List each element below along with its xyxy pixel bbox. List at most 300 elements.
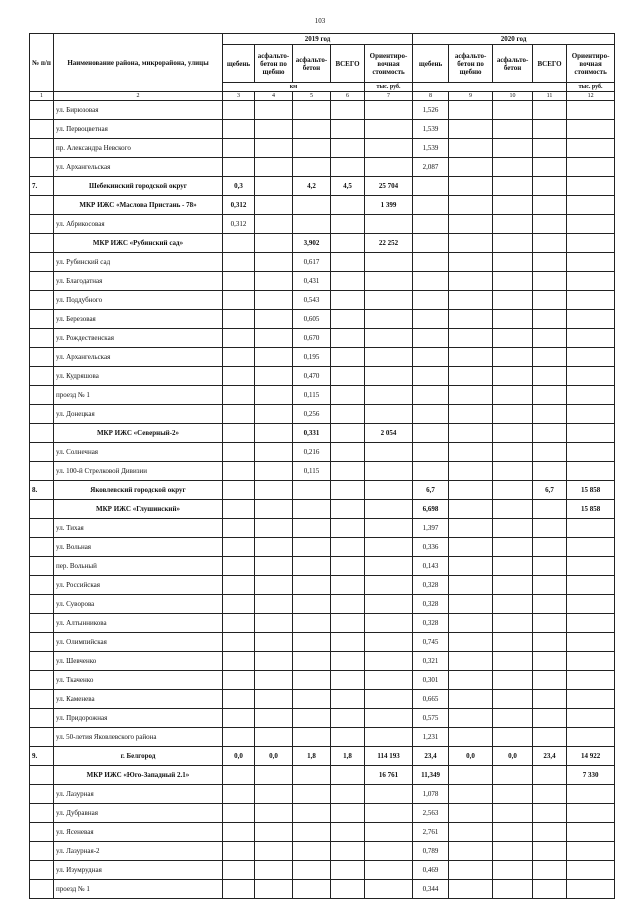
value-cell	[255, 633, 293, 652]
value-cell	[493, 405, 533, 424]
header-subcol: щебень	[223, 45, 255, 83]
table-row	[30, 614, 615, 633]
table-row	[30, 728, 615, 747]
value-cell	[493, 690, 533, 709]
value-cell	[493, 253, 533, 272]
value-cell	[493, 196, 533, 215]
value-cell	[493, 386, 533, 405]
value-cell	[567, 386, 615, 405]
value-cell	[365, 386, 413, 405]
row-number	[30, 443, 54, 462]
value-cell	[223, 728, 255, 747]
value-cell: 0,665	[413, 690, 449, 709]
value-cell	[223, 253, 255, 272]
value-cell: 25 704	[365, 177, 413, 196]
value-cell	[223, 329, 255, 348]
value-cell: 14 922	[567, 747, 615, 766]
value-cell	[255, 880, 293, 899]
table-row	[30, 196, 615, 215]
value-cell	[533, 291, 567, 310]
value-cell	[493, 785, 533, 804]
street-name: ул. 50-летия Яковлевского района	[54, 728, 223, 747]
value-cell	[449, 120, 493, 139]
value-cell	[331, 462, 365, 481]
value-cell	[255, 519, 293, 538]
row-number: 8.	[30, 481, 54, 500]
value-cell	[533, 595, 567, 614]
row-number	[30, 329, 54, 348]
value-cell	[255, 272, 293, 291]
value-cell	[293, 728, 331, 747]
header-subcol: щебень	[413, 45, 449, 83]
street-name: ул. Благодатная	[54, 272, 223, 291]
value-cell	[449, 177, 493, 196]
column-number: 6	[331, 92, 365, 101]
value-cell	[567, 538, 615, 557]
value-cell	[493, 671, 533, 690]
value-cell	[223, 576, 255, 595]
row-number	[30, 158, 54, 177]
value-cell	[493, 291, 533, 310]
value-cell	[255, 462, 293, 481]
value-cell	[293, 861, 331, 880]
value-cell	[493, 234, 533, 253]
value-cell	[293, 842, 331, 861]
value-cell	[449, 500, 493, 519]
value-cell	[567, 671, 615, 690]
value-cell	[449, 367, 493, 386]
row-number	[30, 405, 54, 424]
table-row	[30, 861, 615, 880]
street-name: проезд № 1	[54, 386, 223, 405]
value-cell	[567, 234, 615, 253]
value-cell: 0,331	[293, 424, 331, 443]
value-cell: 0,344	[413, 880, 449, 899]
value-cell: 4,2	[293, 177, 331, 196]
value-cell	[567, 253, 615, 272]
table-row	[30, 785, 615, 804]
value-cell	[331, 329, 365, 348]
value-cell	[293, 785, 331, 804]
value-cell	[365, 519, 413, 538]
street-name: ул. Ткаченко	[54, 671, 223, 690]
value-cell	[493, 861, 533, 880]
value-cell	[331, 253, 365, 272]
value-cell	[223, 424, 255, 443]
value-cell	[331, 481, 365, 500]
street-name: ул. Лазурная-2	[54, 842, 223, 861]
value-cell	[223, 234, 255, 253]
value-cell	[365, 557, 413, 576]
value-cell: 0,543	[293, 291, 331, 310]
street-name: ул. Абрикосовая	[54, 215, 223, 234]
value-cell	[255, 405, 293, 424]
value-cell	[255, 329, 293, 348]
value-cell	[413, 253, 449, 272]
value-cell	[493, 158, 533, 177]
value-cell	[331, 614, 365, 633]
value-cell	[533, 443, 567, 462]
row-number	[30, 101, 54, 120]
value-cell	[493, 709, 533, 728]
value-cell: 15 858	[567, 481, 615, 500]
value-cell	[293, 804, 331, 823]
value-cell	[365, 120, 413, 139]
value-cell: 6,698	[413, 500, 449, 519]
value-cell	[567, 177, 615, 196]
value-cell	[413, 310, 449, 329]
value-cell: 0,0	[223, 747, 255, 766]
value-cell: 1,397	[413, 519, 449, 538]
table-row	[30, 500, 615, 519]
value-cell	[567, 557, 615, 576]
row-number	[30, 766, 54, 785]
column-number: 10	[493, 92, 533, 101]
value-cell	[533, 500, 567, 519]
table-row	[30, 158, 615, 177]
value-cell	[365, 310, 413, 329]
value-cell	[223, 880, 255, 899]
value-cell	[365, 785, 413, 804]
value-cell	[223, 861, 255, 880]
value-cell	[331, 785, 365, 804]
value-cell	[331, 196, 365, 215]
value-cell: 2,087	[413, 158, 449, 177]
unit-cost-2020: тыс. руб.	[567, 83, 615, 92]
header-subcol: Ориентиро-вочная стоимость	[567, 45, 615, 83]
table-row	[30, 291, 615, 310]
value-cell	[223, 633, 255, 652]
table-row	[30, 652, 615, 671]
value-cell	[567, 462, 615, 481]
header-subcol: асфальто-бетон по щебню	[449, 45, 493, 83]
value-cell	[255, 842, 293, 861]
value-cell	[533, 310, 567, 329]
microdistrict-name: МКР ИЖС «Рубинский сад»	[54, 234, 223, 253]
page-number: 103	[314, 17, 326, 25]
value-cell	[365, 861, 413, 880]
value-cell	[533, 785, 567, 804]
value-cell	[493, 557, 533, 576]
table-row	[30, 253, 615, 272]
value-cell: 0,670	[293, 329, 331, 348]
value-cell	[331, 557, 365, 576]
value-cell	[449, 785, 493, 804]
value-cell: 0,0	[449, 747, 493, 766]
value-cell	[567, 652, 615, 671]
row-number	[30, 139, 54, 158]
table-row	[30, 576, 615, 595]
table-row	[30, 842, 615, 861]
street-name: ул. Поддубного	[54, 291, 223, 310]
value-cell: 0,745	[413, 633, 449, 652]
value-cell: 0,312	[223, 196, 255, 215]
header-subcol: ВСЕГО	[533, 45, 567, 83]
value-cell	[413, 291, 449, 310]
row-number	[30, 538, 54, 557]
value-cell	[493, 120, 533, 139]
street-name: ул. Донецкая	[54, 405, 223, 424]
value-cell	[567, 804, 615, 823]
value-cell	[223, 804, 255, 823]
value-cell	[493, 101, 533, 120]
column-number: 3	[223, 92, 255, 101]
value-cell	[567, 367, 615, 386]
value-cell: 0,301	[413, 671, 449, 690]
unit-km-2019: км	[223, 83, 365, 92]
value-cell: 11,349	[413, 766, 449, 785]
value-cell	[331, 443, 365, 462]
value-cell	[223, 538, 255, 557]
value-cell	[567, 728, 615, 747]
street-name: ул. Березовая	[54, 310, 223, 329]
value-cell	[449, 424, 493, 443]
value-cell	[365, 158, 413, 177]
value-cell	[449, 804, 493, 823]
value-cell	[365, 880, 413, 899]
microdistrict-name: МКР ИЖС «Маслова Пристань - 78»	[54, 196, 223, 215]
table-row	[30, 348, 615, 367]
table-row	[30, 234, 615, 253]
value-cell	[365, 139, 413, 158]
value-cell	[255, 424, 293, 443]
value-cell: 0,469	[413, 861, 449, 880]
value-cell: 2,761	[413, 823, 449, 842]
value-cell: 7 330	[567, 766, 615, 785]
value-cell	[365, 633, 413, 652]
value-cell: 0,328	[413, 595, 449, 614]
value-cell	[493, 880, 533, 899]
value-cell	[449, 595, 493, 614]
header-subcol: асфальто-бетон по щебню	[255, 45, 293, 83]
value-cell	[533, 557, 567, 576]
value-cell	[567, 614, 615, 633]
row-number	[30, 234, 54, 253]
street-name: ул. Изумрудная	[54, 861, 223, 880]
value-cell	[533, 177, 567, 196]
value-cell	[365, 348, 413, 367]
value-cell	[365, 709, 413, 728]
value-cell	[493, 519, 533, 538]
value-cell	[567, 120, 615, 139]
value-cell	[223, 709, 255, 728]
value-cell	[255, 690, 293, 709]
value-cell	[567, 291, 615, 310]
value-cell: 0,336	[413, 538, 449, 557]
value-cell	[533, 709, 567, 728]
value-cell	[567, 405, 615, 424]
value-cell	[449, 329, 493, 348]
row-number	[30, 614, 54, 633]
value-cell	[365, 291, 413, 310]
value-cell	[449, 690, 493, 709]
street-name: ул. Дубравная	[54, 804, 223, 823]
value-cell	[331, 861, 365, 880]
column-number: 9	[449, 92, 493, 101]
value-cell	[223, 842, 255, 861]
value-cell: 2 054	[365, 424, 413, 443]
value-cell	[223, 443, 255, 462]
value-cell: 4,5	[331, 177, 365, 196]
value-cell: 0,617	[293, 253, 331, 272]
value-cell	[413, 405, 449, 424]
value-cell	[567, 785, 615, 804]
value-cell	[331, 405, 365, 424]
value-cell	[223, 139, 255, 158]
row-number	[30, 253, 54, 272]
value-cell	[413, 196, 449, 215]
row-number	[30, 576, 54, 595]
street-name: ул. Архангельская	[54, 348, 223, 367]
district-name: г. Белгород	[54, 747, 223, 766]
street-name: проезд № 1	[54, 880, 223, 899]
value-cell	[567, 310, 615, 329]
value-cell	[255, 120, 293, 139]
value-cell	[449, 576, 493, 595]
value-cell	[223, 272, 255, 291]
value-cell: 15 858	[567, 500, 615, 519]
value-cell	[449, 823, 493, 842]
value-cell	[493, 215, 533, 234]
value-cell: 0,115	[293, 386, 331, 405]
table-row	[30, 329, 615, 348]
value-cell	[449, 272, 493, 291]
value-cell	[331, 576, 365, 595]
table-row	[30, 177, 615, 196]
value-cell	[413, 386, 449, 405]
value-cell	[293, 880, 331, 899]
value-cell	[413, 177, 449, 196]
value-cell	[255, 386, 293, 405]
value-cell	[413, 329, 449, 348]
value-cell	[493, 177, 533, 196]
value-cell	[449, 405, 493, 424]
value-cell	[365, 443, 413, 462]
roads-table	[29, 33, 615, 899]
header-subcol: Ориентиро-вочная стоимость	[365, 45, 413, 83]
value-cell	[223, 120, 255, 139]
value-cell	[449, 310, 493, 329]
header-name: Наименование района, микрорайона, улицы	[54, 34, 223, 92]
value-cell	[255, 823, 293, 842]
value-cell	[255, 253, 293, 272]
value-cell	[449, 728, 493, 747]
value-cell: 0,321	[413, 652, 449, 671]
value-cell	[533, 652, 567, 671]
value-cell	[331, 215, 365, 234]
value-cell	[223, 386, 255, 405]
value-cell	[331, 823, 365, 842]
value-cell	[293, 519, 331, 538]
table-row	[30, 709, 615, 728]
value-cell	[533, 139, 567, 158]
value-cell	[533, 367, 567, 386]
table-row	[30, 538, 615, 557]
value-cell	[255, 500, 293, 519]
value-cell	[331, 538, 365, 557]
column-number: 4	[255, 92, 293, 101]
value-cell	[533, 671, 567, 690]
value-cell	[533, 348, 567, 367]
value-cell: 22 252	[365, 234, 413, 253]
value-cell: 1,8	[331, 747, 365, 766]
value-cell	[533, 120, 567, 139]
value-cell	[223, 614, 255, 633]
value-cell	[533, 880, 567, 899]
value-cell	[293, 215, 331, 234]
row-number	[30, 842, 54, 861]
value-cell	[365, 215, 413, 234]
value-cell	[293, 500, 331, 519]
value-cell	[413, 215, 449, 234]
value-cell	[331, 101, 365, 120]
value-cell	[449, 880, 493, 899]
value-cell	[331, 158, 365, 177]
table-row	[30, 120, 615, 139]
value-cell	[331, 766, 365, 785]
value-cell	[223, 481, 255, 500]
value-cell	[493, 652, 533, 671]
row-number	[30, 367, 54, 386]
column-number: 1	[30, 92, 54, 101]
value-cell	[493, 481, 533, 500]
street-name: ул. Каменева	[54, 690, 223, 709]
value-cell	[255, 139, 293, 158]
value-cell	[493, 329, 533, 348]
value-cell	[365, 405, 413, 424]
header-subcol: асфальто-бетон	[293, 45, 331, 83]
table-row	[30, 766, 615, 785]
value-cell	[493, 614, 533, 633]
value-cell	[365, 614, 413, 633]
value-cell	[533, 861, 567, 880]
value-cell	[567, 709, 615, 728]
value-cell	[533, 462, 567, 481]
street-name: ул. Бирюзовая	[54, 101, 223, 120]
value-cell	[533, 690, 567, 709]
row-number	[30, 595, 54, 614]
value-cell	[567, 348, 615, 367]
value-cell	[567, 424, 615, 443]
value-cell: 0,143	[413, 557, 449, 576]
value-cell	[255, 348, 293, 367]
value-cell	[533, 576, 567, 595]
value-cell	[223, 823, 255, 842]
value-cell	[293, 614, 331, 633]
street-name: ул. Архангельская	[54, 158, 223, 177]
street-name: ул. Алтынникова	[54, 614, 223, 633]
value-cell	[533, 823, 567, 842]
street-name: ул. Тихая	[54, 519, 223, 538]
row-number	[30, 557, 54, 576]
row-number: 7.	[30, 177, 54, 196]
value-cell	[567, 842, 615, 861]
row-number	[30, 690, 54, 709]
table-row	[30, 481, 615, 500]
value-cell	[223, 652, 255, 671]
value-cell	[567, 519, 615, 538]
value-cell	[533, 234, 567, 253]
value-cell: 23,4	[413, 747, 449, 766]
value-cell	[255, 215, 293, 234]
value-cell: 6,7	[533, 481, 567, 500]
value-cell	[449, 652, 493, 671]
value-cell	[223, 557, 255, 576]
value-cell	[365, 671, 413, 690]
value-cell	[365, 576, 413, 595]
table-row	[30, 671, 615, 690]
value-cell	[293, 652, 331, 671]
